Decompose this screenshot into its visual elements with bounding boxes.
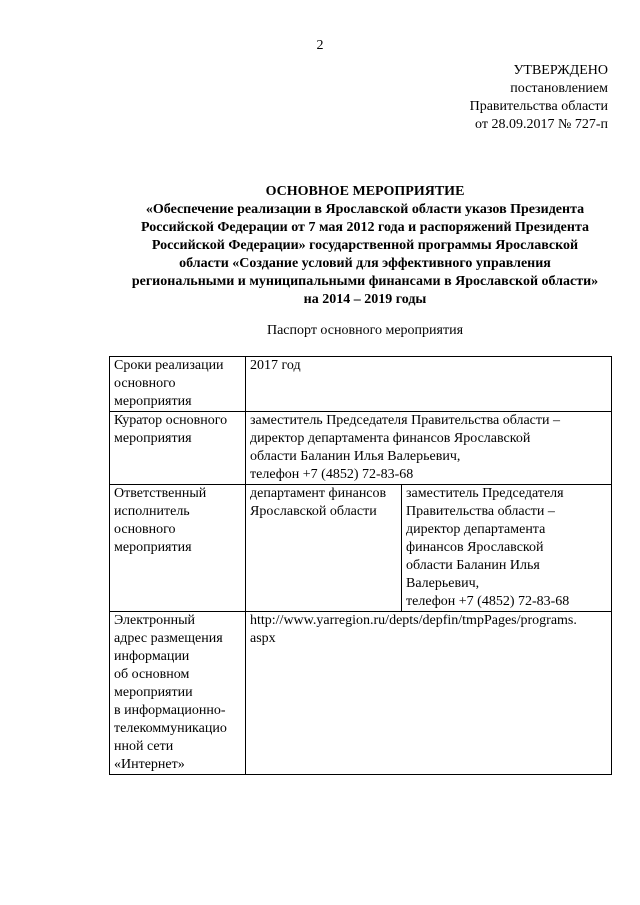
cell-text-line: Сроки реализации <box>114 358 224 373</box>
approval-line: УТВЕРЖДЕНО <box>513 63 608 78</box>
cell-text-line: финансов Ярославской <box>406 540 544 555</box>
executor-person-cell <box>402 485 612 612</box>
cell-text-line: Куратор основного <box>114 413 228 428</box>
cell-text-line: мероприятия <box>114 431 192 446</box>
table-row-period <box>110 357 612 412</box>
approval-stamp <box>470 62 608 134</box>
approval-line: Правительства области <box>469 99 608 114</box>
cell-text-line: заместитель Председателя Правительства области – <box>250 413 561 428</box>
page-number: 2 <box>316 38 324 53</box>
web-label-cell <box>110 612 246 775</box>
approval-line: постановлением <box>510 81 608 96</box>
heading-line: Российской Федерации» государственной программы Ярославской <box>151 238 579 253</box>
cell-text-line: директор департамента финансов Ярославской <box>250 431 531 446</box>
passport-title: Паспорт основного мероприятия <box>266 323 464 338</box>
heading-line: Российской Федерации от 7 мая 2012 года и распоряжений Президента <box>140 220 590 235</box>
heading-line: на 2014 – 2019 годы <box>303 292 427 307</box>
cell-text-line: телефон +7 (4852) 72-83-68 <box>250 467 414 482</box>
cell-text-line: директор департамента <box>406 522 546 537</box>
period-label-cell <box>110 357 246 412</box>
heading-line: ОСНОВНОЕ МЕРОПРИЯТИЕ <box>265 184 465 199</box>
executor-label-cell <box>110 485 246 612</box>
cell-text-line: в информационно- <box>114 703 226 718</box>
cell-text-line: Правительства области – <box>406 504 555 519</box>
document-heading <box>100 183 630 309</box>
cell-text-line: мероприятии <box>114 685 193 700</box>
curator-value-cell <box>246 412 612 485</box>
cell-text-line: телекоммуникацио <box>114 721 227 736</box>
cell-text-line: Ответственный <box>114 486 207 501</box>
cell-text-line: 2017 год <box>250 358 301 373</box>
cell-text-line: исполнитель <box>114 504 190 519</box>
heading-line: области «Создание условий для эффективного управления <box>179 256 551 271</box>
cell-text-line: нной сети <box>114 739 174 754</box>
program-url-link[interactable]: aspx <box>250 631 276 646</box>
cell-text-line: мероприятия <box>114 394 192 409</box>
cell-text-line: департамент финансов <box>250 486 387 501</box>
cell-text-line: «Интернет» <box>114 757 185 772</box>
table-row-executor <box>110 485 612 612</box>
executor-department-cell <box>246 485 402 612</box>
cell-text-line: Валерьевич, <box>406 576 480 591</box>
heading-line: «Обеспечение реализации в Ярославской области указов Президента <box>145 202 585 217</box>
web-url-cell <box>246 612 612 775</box>
cell-text-line: информации <box>114 649 190 664</box>
cell-text-line: мероприятия <box>114 540 192 555</box>
cell-text-line: Ярославской области <box>250 504 377 519</box>
approval-line: от 28.09.2017 № 727-п <box>475 117 608 132</box>
heading-line: региональными и муниципальными финансами в Ярославской области» <box>131 274 599 289</box>
passport-table <box>109 356 612 775</box>
curator-label-cell <box>110 412 246 485</box>
table-row-web <box>110 612 612 775</box>
table-row-curator <box>110 412 612 485</box>
cell-text-line: основного <box>114 376 176 391</box>
cell-text-line: адрес размещения <box>114 631 223 646</box>
cell-text-line: телефон +7 (4852) 72-83-68 <box>406 594 570 609</box>
cell-text-line: об основном <box>114 667 190 682</box>
cell-text-line: заместитель Председателя <box>406 486 564 501</box>
cell-text-line: области Баланин Илья <box>406 558 540 573</box>
program-url-link[interactable]: http://www.yarregion.ru/depts/depfin/tmpPages/programs. <box>250 613 577 628</box>
period-value-cell <box>246 357 612 412</box>
cell-text-line: области Баланин Илья Валерьевич, <box>250 449 461 464</box>
cell-text-line: Электронный <box>114 613 196 628</box>
cell-text-line: основного <box>114 522 176 537</box>
